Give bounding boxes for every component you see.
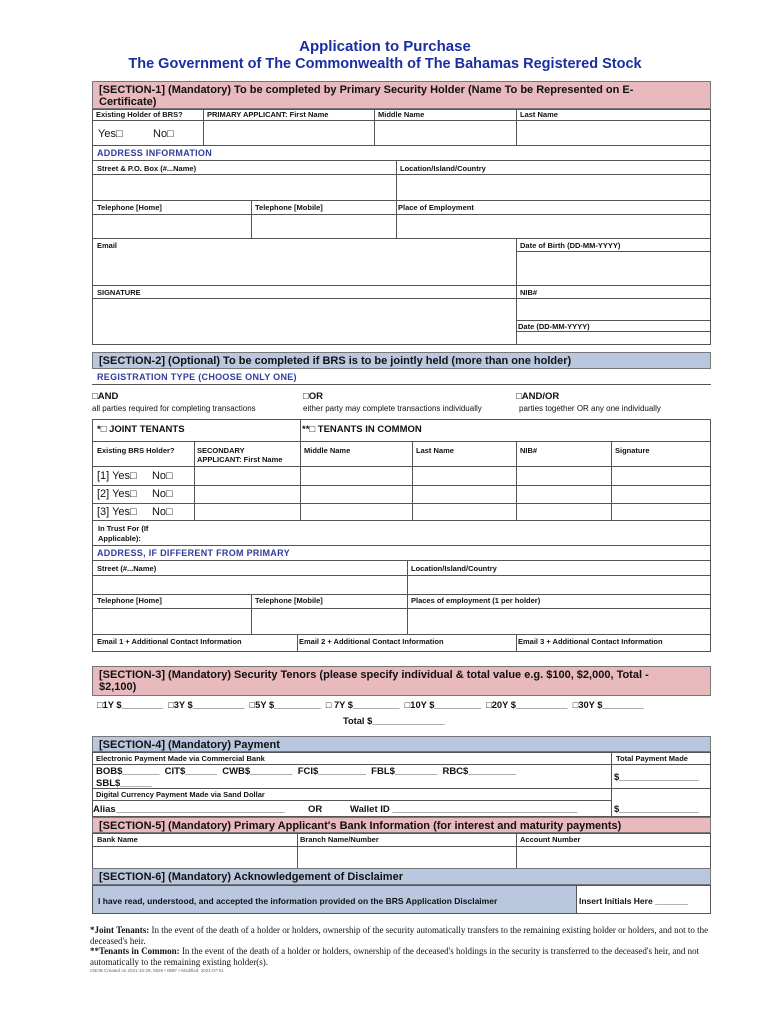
account-number-label: Account Number — [520, 835, 581, 844]
or-separator: OR — [308, 804, 323, 815]
section-3-header-line2: $2,100) — [99, 681, 137, 693]
form-subtitle: The Government of The Commonwealth of The Bahamas Registered Stock — [128, 56, 642, 72]
section-5-header: [SECTION-5] (Mandatory) Primary Applicant's Bank Information (for interest and maturity payments) — [92, 817, 711, 833]
digital-currency-label: Digital Currency Payment Made via Sand Dollar — [96, 790, 265, 799]
total-payment-digital-field[interactable]: $_______________ — [614, 804, 699, 815]
email-3-label: Email 3 + Additional Contact Information — [518, 637, 663, 646]
security-tenor-checkboxes[interactable]: □1Y $________ □3Y $__________ □5Y $_________ □ 7Y $_________ □10Y $_________ □20Y $__________ □30Y $________ — [97, 700, 644, 710]
bank-name-label: Bank Name — [97, 835, 138, 844]
and-option-description: all parties required for completing transactions — [92, 404, 256, 413]
secondary-signature-label: Signature — [615, 446, 650, 455]
commercial-bank-amount-fields[interactable]: BOB$_______ CIT$______ CWB$________ FCI$_________ FBL$________ RBC$_________ — [96, 766, 516, 777]
section-6-header: [SECTION-6] (Mandatory) Acknowledgement of Disclaimer — [92, 868, 711, 885]
section-4-header: [SECTION-4] (Mandatory) Payment — [92, 736, 711, 752]
telephone-home-label: Telephone [Home] — [97, 203, 162, 212]
holder-3-yes-no[interactable]: [3] Yes□ No□ — [97, 506, 173, 518]
form-metadata: CBOB Created on 2021-10-29, 0828 • IBBF • Modified: 2021-07-01 — [90, 968, 224, 973]
signature-label: SIGNATURE — [97, 288, 141, 297]
existing-holder-label: Existing Holder of BRS? — [96, 110, 183, 119]
telephone-mobile-label: Telephone [Mobile] — [255, 203, 323, 212]
section-2-header: [SECTION-2] (Optional) To be completed if BRS is to be jointly held (more than one holder) — [92, 352, 711, 369]
email-label: Email — [97, 241, 118, 250]
secondary-applicant-label-line2: APPLICANT: First Name — [197, 455, 283, 464]
wallet-id-field[interactable]: Wallet ID ___________________________________ — [350, 804, 578, 815]
place-of-employment-label: Place of Employment — [398, 203, 474, 212]
tenants-in-common-footnote-label: **Tenants in Common: — [90, 946, 180, 956]
joint-tenants-checkbox[interactable]: *□ JOINT TENANTS — [97, 424, 185, 435]
or-option-description: either party may complete transactions individually — [303, 404, 482, 413]
street-po-box-label: Street & P.O. Box (#...Name) — [97, 164, 197, 173]
section-3-header — [92, 666, 711, 696]
sbl-amount-field[interactable]: SBL$______ — [96, 778, 152, 789]
electronic-payment-label: Electronic Payment Made via Commercial Bank — [96, 754, 265, 763]
tenants-in-common-footnote-text: In the event of the death of a holder or holders, ownership of the deceased's holdings in the security is transferred to the deceased's heir, and not automatically to the remaining existing holder(s). — [90, 946, 700, 967]
existing-holder-yes-checkbox[interactable]: Yes□ — [98, 128, 123, 140]
places-of-employment-label: Places of employment (1 per holder) — [411, 596, 541, 605]
location-label: Location/Island/Country — [400, 164, 486, 173]
email-1-label: Email 1 + Additional Contact Information — [97, 637, 242, 646]
section-1-header-line1: [SECTION-1] (Mandatory) To be completed by Primary Security Holder (Name To be Represented on E- — [99, 84, 634, 96]
form-title: Application to Purchase — [299, 38, 471, 55]
secondary-location-label: Location/Island/Country — [411, 564, 497, 573]
total-payment-electronic-field[interactable]: $_______________ — [614, 772, 699, 783]
section-3-header-line1: [SECTION-3] (Mandatory) Security Tenors (please specify individual & total value e.g. $100, $2,000, Total - — [99, 669, 649, 681]
total-payment-made-label: Total Payment Made — [616, 754, 688, 763]
email-2-label: Email 2 + Additional Contact Information — [299, 637, 444, 646]
in-trust-for-label-line2: Applicable): — [98, 534, 141, 543]
alias-field[interactable]: Alias________________________________ — [93, 804, 285, 815]
signature-date-label: Date (DD-MM-YYYY) — [518, 322, 590, 331]
tenants-in-common-checkbox[interactable]: **□ TENANTS IN COMMON — [302, 424, 422, 435]
holder-2-yes-no[interactable]: [2] Yes□ No□ — [97, 488, 173, 500]
secondary-nib-label: NIB# — [520, 446, 538, 455]
or-option-checkbox[interactable]: □OR — [303, 391, 323, 402]
and-or-option-checkbox[interactable]: □AND/OR — [516, 391, 560, 402]
disclaimer-statement: I have read, understood, and accepted the information provided on the BRS Application Disclaimer — [98, 896, 498, 906]
existing-brs-holder-label: Existing BRS Holder? — [97, 446, 175, 455]
joint-tenants-footnote-text: In the event of the death of a holder or holders, ownership of the security automatically transfers to the remaining existing holder or holders, and not to the deceased's heir. — [90, 925, 709, 946]
branch-name-number-label: Branch Name/Number — [300, 835, 379, 844]
secondary-address-heading: ADDRESS, IF DIFFERENT FROM PRIMARY — [97, 548, 290, 558]
tenor-total-field[interactable]: Total $______________ — [343, 716, 445, 726]
insert-initials-field[interactable]: Insert Initials Here _______ — [579, 896, 689, 906]
section-1-header-line2: Certificate) — [99, 96, 157, 108]
primary-last-name-label: Last Name — [520, 110, 558, 119]
nib-label: NIB# — [520, 288, 538, 297]
section-1-header — [92, 81, 711, 109]
tenants-in-common-footnote — [90, 946, 715, 968]
and-option-checkbox[interactable]: □AND — [92, 391, 119, 402]
and-or-option-description: parties together OR any one individually — [519, 404, 661, 413]
address-information-heading: ADDRESS INFORMATION — [97, 148, 213, 158]
secondary-telephone-home-label: Telephone [Home] — [97, 596, 162, 605]
registration-type-heading: REGISTRATION TYPE (CHOOSE ONLY ONE) — [97, 372, 297, 382]
secondary-middle-name-label: Middle Name — [304, 446, 351, 455]
joint-tenants-footnote — [90, 925, 715, 947]
date-of-birth-label: Date of Birth (DD-MM-YYYY) — [520, 241, 621, 250]
joint-tenants-footnote-label: *Joint Tenants: — [90, 925, 150, 935]
primary-first-name-label: PRIMARY APPLICANT: First Name — [207, 110, 329, 119]
secondary-last-name-label: Last Name — [416, 446, 454, 455]
primary-middle-name-label: Middle Name — [378, 110, 425, 119]
secondary-telephone-mobile-label: Telephone [Mobile] — [255, 596, 323, 605]
section-5-grid — [92, 833, 711, 869]
in-trust-for-label-line1: In Trust For (If — [98, 524, 149, 533]
existing-holder-no-checkbox[interactable]: No□ — [153, 128, 174, 140]
holder-1-yes-no[interactable]: [1] Yes□ No□ — [97, 470, 173, 482]
secondary-applicant-label-line1: SECONDARY — [197, 446, 245, 455]
secondary-street-label: Street (#...Name) — [97, 564, 157, 573]
